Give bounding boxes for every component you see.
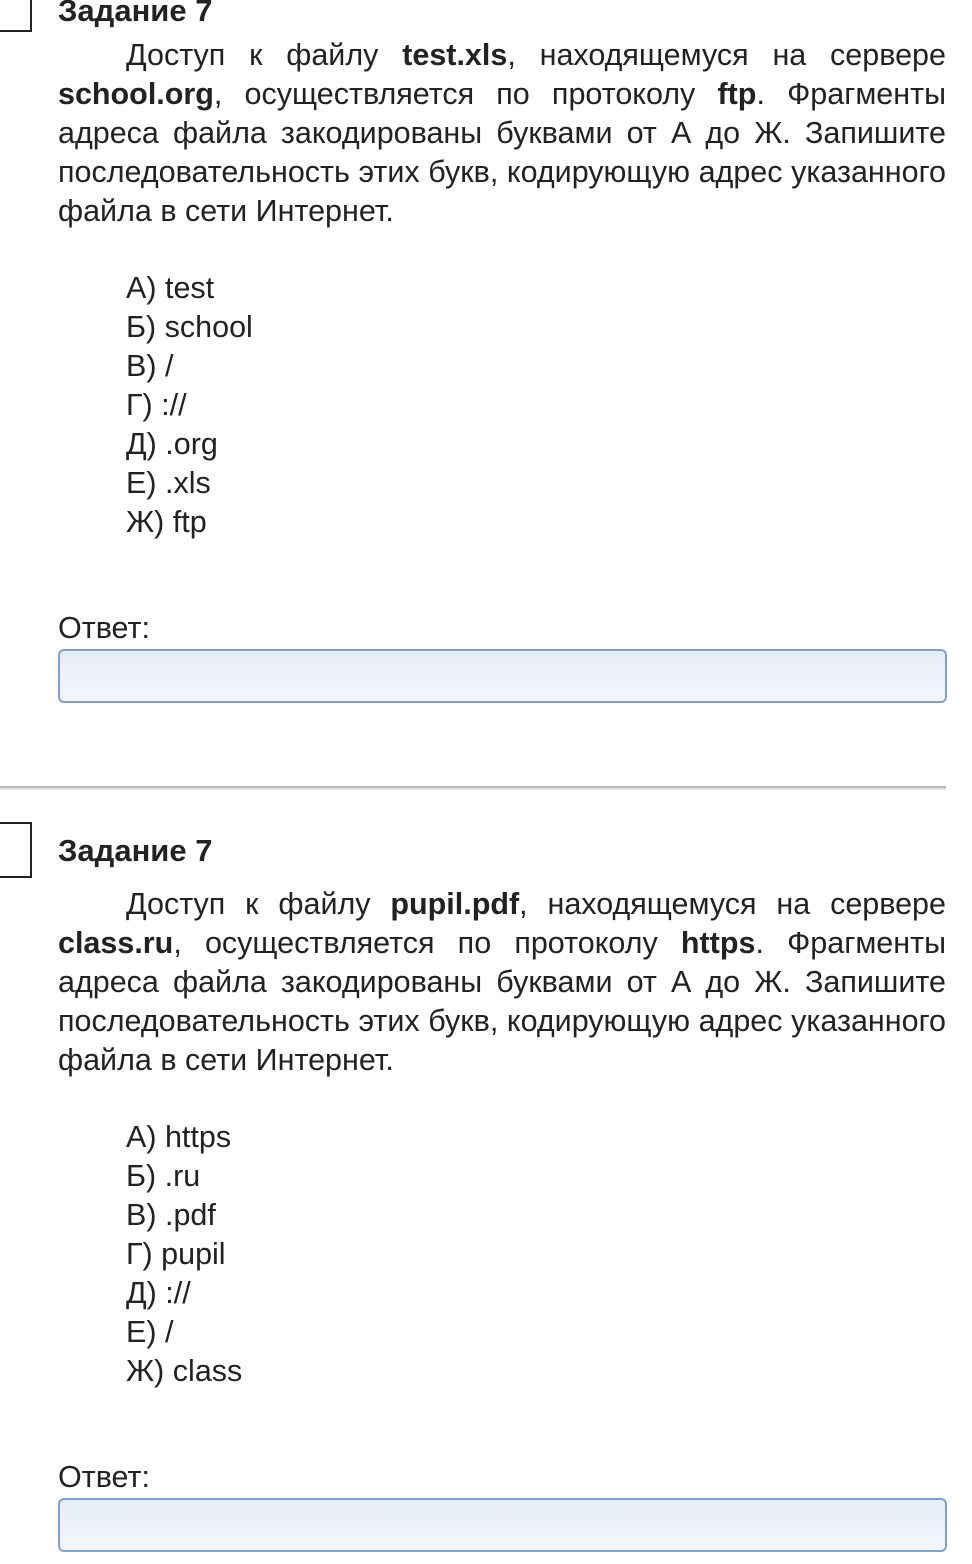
option-v: В) .pdf: [126, 1198, 216, 1232]
file-name: test.xls: [402, 38, 508, 72]
server-name: school.org: [58, 77, 214, 111]
question-text: . Фрагменты адреса файла закодированы буквами от А до Ж. Запишите последовательность этих букв, кодирующую адрес указанного файла в сети Интернет.: [58, 77, 946, 228]
option-b: Б) .ru: [126, 1159, 201, 1193]
question-text: Доступ к файлу: [126, 887, 391, 921]
question-text: , находящемуся на сервере: [507, 38, 946, 72]
question-text: , находящемуся на сервере: [519, 887, 946, 921]
option-zh: Ж) ftp: [126, 505, 207, 539]
task-2-options: [126, 1118, 242, 1391]
option-d: Д) .org: [126, 427, 218, 461]
task-2-checkbox[interactable]: [0, 822, 32, 878]
protocol-name: https: [680, 926, 756, 960]
task-2-question: [58, 885, 946, 1080]
option-g: Г) ://: [126, 388, 187, 422]
server-name: class.ru: [58, 926, 174, 960]
option-e: Е) /: [126, 1315, 174, 1349]
task-1-options: [126, 269, 253, 542]
option-a: А) https: [126, 1120, 232, 1154]
task-1-question: [58, 36, 946, 231]
task-1-checkbox[interactable]: [0, 0, 32, 32]
option-d: Д) ://: [126, 1276, 191, 1310]
option-a: А) test: [126, 271, 215, 305]
option-g: Г) pupil: [126, 1237, 226, 1271]
question-text: Доступ к файлу: [126, 38, 403, 72]
option-zh: Ж) class: [126, 1354, 243, 1388]
task-1-title: Задание 7: [58, 0, 213, 28]
task-2-answer-label: Ответ:: [58, 1460, 150, 1494]
task-2-answer-input[interactable]: [58, 1498, 947, 1552]
question-text: , осуществляется по протоколу: [173, 926, 681, 960]
task-divider: [0, 786, 946, 790]
option-b: Б) school: [126, 310, 253, 344]
task-1-answer-label: Ответ:: [58, 611, 150, 645]
question-text: . Фрагменты адреса файла закодированы буквами от А до Ж. Запишите последовательность этих букв, кодирующую адрес указанного файла в сети Интернет.: [58, 926, 946, 1077]
task-2-title: Задание 7: [58, 833, 213, 868]
option-v: В) /: [126, 349, 174, 383]
file-name: pupil.pdf: [390, 887, 520, 921]
protocol-name: ftp: [717, 77, 757, 111]
question-text: , осуществляется по протоколу: [213, 77, 718, 111]
task-1-answer-input[interactable]: [58, 649, 947, 703]
option-e: Е) .xls: [126, 466, 211, 500]
